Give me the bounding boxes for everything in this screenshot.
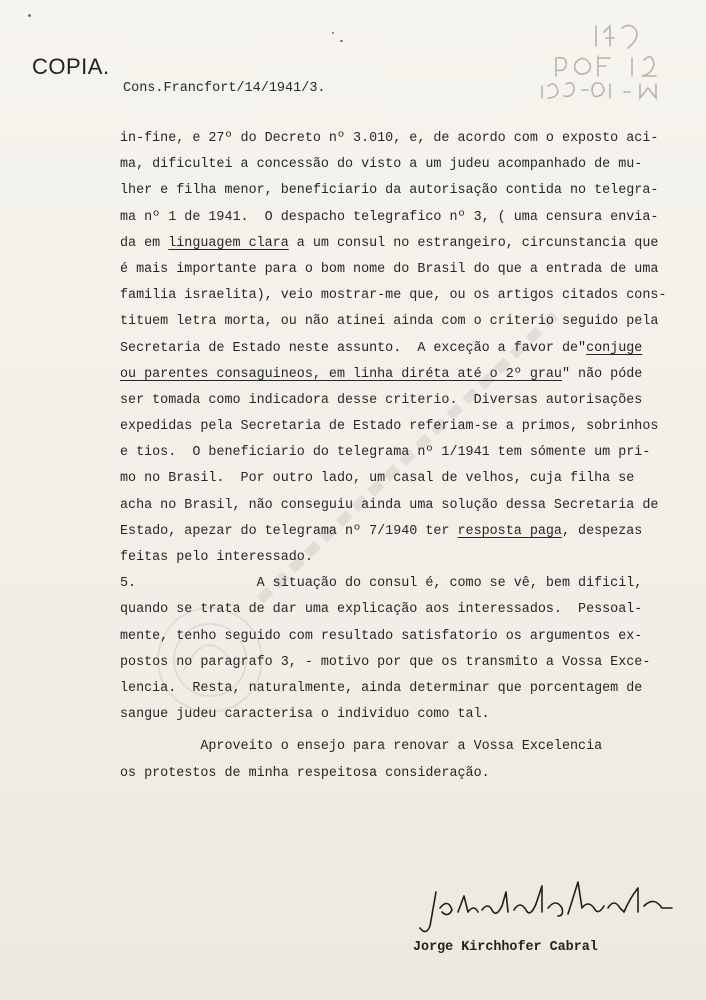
body-line-end: " não póde	[561, 366, 643, 382]
paragraph-5-start: 5. A situação do consul é, como se vê, bem dificil,	[120, 576, 643, 592]
body-line	[120, 231, 680, 257]
body-line: e tios. O beneficiario do telegrama nº 1/1941 tem sómente um pri-	[120, 445, 651, 461]
body-line: tituem letra morta, ou não atinei ainda com o criterio seguido pela	[120, 314, 659, 330]
paper-speck	[340, 40, 343, 42]
signature-drawing	[418, 878, 678, 938]
body-line: quando se trata de dar uma explicação aos interessados. Pessoal-	[120, 602, 643, 618]
handwritten-signature	[418, 878, 678, 938]
letter-body	[120, 126, 680, 787]
body-line: acha no Brasil, não conseguiu ainda uma solução dessa Secretaria de	[120, 497, 659, 513]
underlined-phrase: resposta paga	[457, 523, 562, 539]
document-reference: Cons.Francfort/14/1941/3.	[123, 81, 326, 96]
body-line: sangue judeu caracterisa o individuo como tal.	[120, 707, 490, 723]
body-line: lher e filha menor, beneficiario da autorisação contida no telegra-	[120, 183, 659, 199]
closing-line: Aproveito o ensejo para renovar a Vossa Excelencia	[120, 739, 603, 755]
body-line-start: da em	[120, 235, 169, 251]
body-line: feitas pelo interessado.	[120, 550, 313, 565]
body-line: familia israelita), veio mostrar-me que, ou os artigos citados cons-	[120, 288, 667, 304]
body-line	[120, 519, 680, 545]
paper-speck	[28, 14, 31, 17]
body-line-start: Secretaria de Estado neste assunto. A exceção a favor de"	[120, 340, 587, 356]
handwritten-annotation-drawing	[536, 18, 686, 100]
body-line: postos no paragrafo 3, - motivo por que os transmito a Vossa Exce-	[120, 654, 651, 670]
body-line: é mais importante para o bom nome do Brasil do que a entrada de uma	[120, 261, 659, 277]
body-line: ma nº 1 de 1941. O despacho telegrafico nº 3, ( uma censura envia-	[120, 209, 659, 225]
body-line: ma, dificultei a concessão do visto a um judeu acompanhado de mu-	[120, 157, 643, 173]
closing-line: os protestos de minha respeitosa consideração.	[120, 765, 490, 781]
body-line: mente, tenho seguido com resultado satisfatorio os argumentos ex-	[120, 628, 643, 644]
signer-name: Jorge Kirchhofer Cabral	[413, 940, 598, 955]
underlined-phrase: ou parentes consaguineos, em linha diréta até o 2º grau	[120, 366, 562, 382]
body-line: ser tomada como indicadora desse criterio. Diversas autorisações	[120, 392, 643, 408]
body-line: mo no Brasil. Por outro lado, um casal de velhos, cuja filha se	[120, 471, 635, 487]
body-line	[120, 362, 680, 388]
body-line-start: Estado, apezar do telegrama nº 7/1940 ter	[120, 523, 458, 539]
underlined-phrase: conjuge	[586, 340, 643, 356]
body-line: lencia. Resta, naturalmente, ainda determinar que porcentagem de	[120, 680, 643, 696]
body-line: in-fine, e 27º do Decreto nº 3.010, e, de acordo com o exposto aci-	[120, 131, 659, 146]
body-line-end: a um consul no estrangeiro, circunstancia que	[288, 235, 659, 251]
copy-stamp: COPIA.	[32, 54, 110, 79]
body-line	[120, 336, 680, 362]
underlined-phrase: linguagem clara	[168, 235, 289, 251]
archive-pencil-annotation	[536, 18, 686, 100]
body-line-end: , despezas	[561, 523, 643, 539]
paper-speck	[332, 32, 334, 34]
body-line: expedidas pela Secretaria de Estado referiam-se a primos, sobrinhos	[120, 419, 659, 435]
